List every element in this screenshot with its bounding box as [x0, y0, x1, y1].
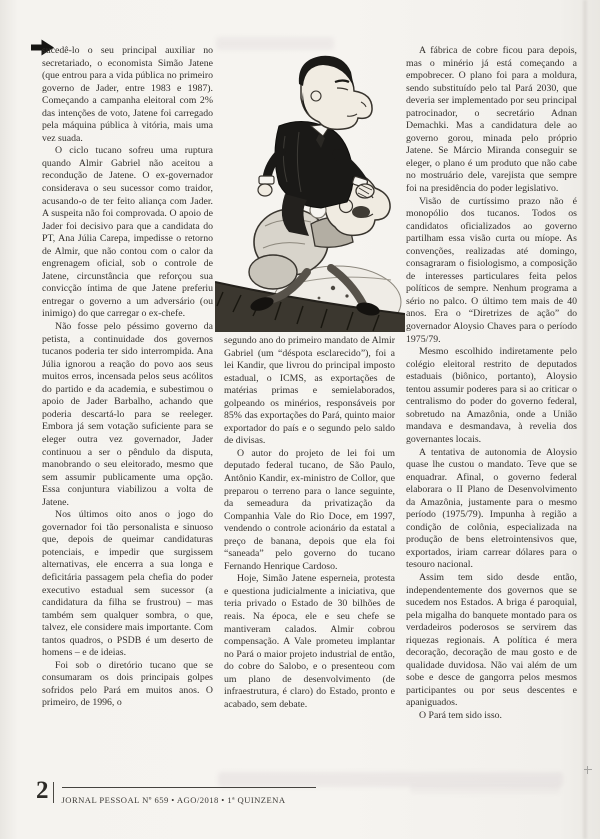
article-body: [42, 45, 577, 723]
footer-rule: [62, 787, 316, 808]
paragraph: O ciclo tucano sofreu uma ruptura quando Almir Gabriel não aceitou a recondução de Jatene. O ex-governador considerava o seu sucessor como traidor, acusando-o de ter feito aliança com Jader. A suspeita não foi comprovada. O apoio de Jader foi decisivo para que a candidata do PT, Ana Júlia Carepa, impedisse o retorno de Almir, que não contou com o calor da engrenagem oficial, sob o controle de Jatene, circunstância que reforçou sua convicção íntima de que Jatene preferiu entregar o governo a um adversário (ou inimigo) do que carregar o ex-chefe.: [42, 145, 213, 320]
text-column-3: [406, 45, 577, 723]
page-number: 2: [36, 777, 49, 804]
caricature-illustration: [215, 36, 405, 332]
text-column-1: [42, 45, 213, 723]
paragraph: Visão de curtíssimo prazo não é monopólio dos tucanos. Todos os candidatos oficializados ao governo partilham essa visão curta ou míope. As convenções, realizadas até domingo, consagraram o fisiologismo, a composição de interesses particulares feita pelos políticos de sempre. Nenhum programa a sério no palco. O último tem mais de 40 anos. Era o “Diretrizes de ação” do governador Aloysio Chaves para o período 1975/79.: [406, 195, 577, 345]
paragraph: O autor do projeto de lei foi um deputado federal tucano, de São Paulo, Antônio Kandir, ex-ministro de Collor, que preparou o terreno para o lance seguinte, da semeadura da privatização da Companhia Vale do Rio Doce, em 1997, vendendo o controle acionário da estatal a preço de banana, depois que ela foi “saneada” pelo governo do tucano Fernando Henrique Cardoso.: [224, 447, 395, 572]
paragraph: Hoje, Simão Jatene esperneia, protesta e questiona judicialmente a iniciativa, que teria privado o Estado de 30 bilhões de reais. Na época, ele e seu chefe se mantiveram calados. Almir cobrou compensação. A Vale prometeu implantar no Pará o maior projeto industrial de então, do cobre do Salobo, e o presenteou com um plano de desenvolvimento (de infraestrutura, é claro) do Estado, pronto e acabado, sem debate.: [224, 573, 395, 710]
paragraph: O Pará tem sido isso.: [419, 709, 502, 721]
paragraph: Assim tem sido desde então, independentemente dos governos que se sucedem nos Estados. A briga é paroquial, pela migalha do banquete montado para os verdadeiros poderosos se servirem das riquezas regionais. A política é mera decoração, decoração de mau gosto e de qualidade duvidosa. Não vai além de um sobe e desce de gangorra pelos mesmos participantes ou por seus descentes e apaniguados.: [406, 571, 577, 709]
paragraph: segundo ano do primeiro mandato de Almir Gabriel (um “déspota esclarecido”), foi a lei Kandir, que livrou do principal imposto estadual, o ICMS, as exportações de matérias primas e semielaborados, golpeando os minérios, responsáveis por 85% das exportações do Pará, quinto maior exportador do país e o segundo pelo saldo de divisas.: [224, 335, 395, 447]
registration-mark: [584, 766, 592, 774]
ink-bleedthrough: [410, 785, 560, 794]
page-footer: [36, 779, 316, 808]
footer-text: JORNAL PESSOAL Nº 659 • AGO/2018 • 1ª QUINZENA: [61, 795, 286, 805]
paragraph: sucedê-lo o seu principal auxiliar no secretariado, o economista Simão Jatene (que entrou para a vida pública no primeiro governo de Jader, entre 1983 e 1987). Começando a campanha eleitoral com 2% das intenções de voto, Jatene foi carregado pela máquina pública à vitória, mais uma vez suada.: [42, 45, 213, 144]
paragraph: Foi sob o diretório tucano que se consumaram os dois principais golpes sofridos pelo Pará em muitos anos. O primeiro, de 1996, o: [42, 659, 213, 709]
paragraph: A tentativa de autonomia de Aloysio quase lhe custou o mandato. Teve que se enquadrar. Afinal, o governo federal elaborara o II Plano de Desenvolvimento da Amazônia, justamente para o mesmo período (1975/79). Impunha à região a condição de colônia, especializada na produção de bens eletrointensivos que, exportados, iriam carrear dólares para o tesouro nacional.: [406, 446, 577, 571]
footer-divider: [53, 782, 54, 803]
paragraph: Nos últimos oito anos o jogo do governador foi tão personalista e sinuoso que, depois de queimar candidaturas potenciais, e impedir que surgissem alternativas, ele encerra a sua longa e deficitária passagem pela chefia do poder executivo estadual sem sucessor (a candidatura da filha se frustrou) – mas também sem qualquer sombra, o que, talvez, ele considere mais importante. Com tantos quadros, o PSDB é um deserto de homens – e de ideias.: [42, 509, 213, 659]
paragraph: Não fosse pelo péssimo governo da petista, a continuidade dos governos tucanos poderia ter sido interrompida. Ana Júlia ignorou a reação do povo aos seus muitos erros, incensada pelos seus acólitos do partido e da academia, e subestimou o apoio de Jader Barbalho, achando que poderia descartá-lo para se reeleger. Embora já sem votação suficiente para se eleger outra vez governador, Jader continuou a ser o pêndulo da disputa, manobrando o seu eleitorado, mesmo que sem assumir publicamente uma opção. Essa conjuntura viabilizou a volta de Jatene.: [42, 321, 213, 508]
paragraph: A fábrica de cobre ficou para depois, mas o minério já está começando a empobrecer. O plano foi para a moldura, sendo substituído pelo tal Pará 2030, que deveria ser implementado por seu principal patrocinador, o secretário Adnan Demachki. Mas a candidatura dele ao governo gorou, minada pelo próprio Jatene. Se Márcio Miranda conseguir se eleger, o plano é um produto que não cabe no mostruário dele, varejista que sempre foi na presidência do poder legislativo.: [406, 45, 577, 195]
paragraph: Mesmo escolhido indiretamente pelo colégio eleitoral restrito de deputados estaduais (biônico, portanto), Aloysio tentou assumir poderes para si ao criticar o centralismo do poder do governo federal, sobretudo na Amazônia, onde a União mandava e desmandava, à revelia dos governantes locais.: [406, 346, 577, 445]
ink-bleedthrough: [216, 37, 334, 50]
text-column-2: [224, 45, 395, 723]
page-fold-shadow: [583, 0, 587, 839]
